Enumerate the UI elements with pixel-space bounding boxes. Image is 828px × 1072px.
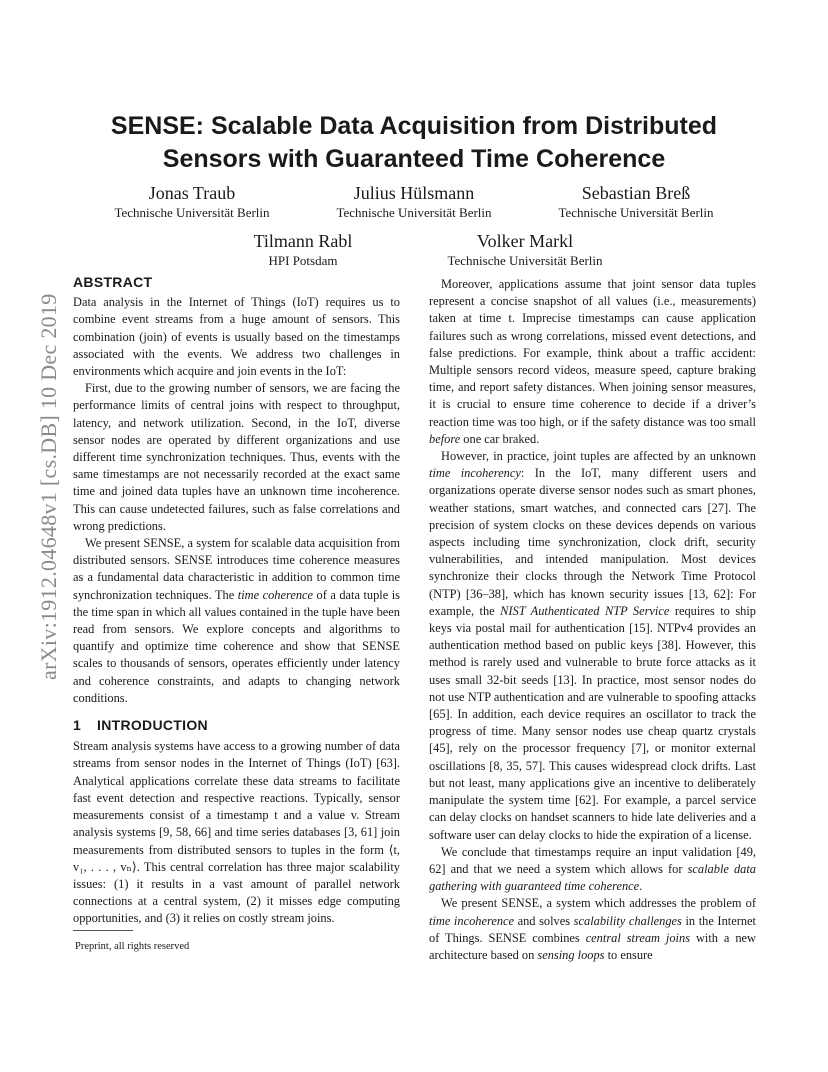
emphasis: time incoherence (429, 913, 515, 928)
text-run: Moreover, applications assume that joint sensor data tuples represent a concise snapshot of all values (i.e., measurements) taken at time t. Imprecise timestamps can cause application failures such as wrong correlations, missed event detections, and false predictions. For example, think about a traffic accident: Multiple sensors record videos, measure speed, capture braking time, and report safety distances. When joining sensor measures, it is crucial to ensure time coherence to decide if a driver’s reaction time was too high, or if the safety distance was too small (429, 277, 756, 429)
section-heading-introduction (73, 717, 400, 734)
author-name: Volker Markl (476, 231, 574, 251)
text-run: in the Internet of Things. SENSE combines (429, 913, 756, 945)
author-name: Julius Hülsmann (353, 183, 475, 203)
emphasis: scalable data gathering with guaranteed time coherence (429, 861, 756, 894)
abstract-paragraph: Data analysis in the Internet of Things (IoT) requires us to combine event streams from a huge amount of sensors. This combination (join) of events is usually based on the timestamps associated with the events. We address two challenges in environments which acquire and join events in the IoT: (73, 295, 400, 379)
text-run: We present SENSE, a system for scalable data acquisition from distributed sensors. SENSE introduces time coherence measures as a fundamental data characteristic in addition to common time synchronization techniques. The (73, 536, 400, 602)
text-run: : In the IoT, many different users and organizations operate diverse sensor nodes such as smart phones, weather stations, smart watches, and connected cars [27]. The precision of system clocks on these devices depends on various aspects including time synchronization, clock drift, security vulnerabilities, and intended manipulation. Most devices synchronize their clocks through the Network Time Protocol (NTP) [36–38], which has known security issues [13, 62]: For example, the (429, 466, 757, 618)
footer-divider (73, 930, 133, 931)
paper-title (60, 110, 768, 176)
author-huelsmann (299, 182, 529, 221)
text-run: one car braked. (460, 431, 540, 446)
footer-note: Preprint, all rights reserved (75, 941, 190, 952)
abstract-paragraph: First, due to the growing number of sensors, we are facing the performance limits of central joins with respect to throughput, latency, and network utilization. Second, in the IoT, diverse sensor nodes are operated by different organizations and use different time synchronization techniques. Thus, events with the same timestamps are not necessarily recorded at the exact same time and joined data tuples have an unknown time incoherence. This can cause undetected failures, such as false correlations and wrong predictions. (73, 381, 400, 533)
author-markl (410, 230, 640, 269)
author-affiliation: Technische Universität Berlin (447, 253, 603, 268)
body-paragraph (429, 276, 756, 448)
text-run: of a data tuple is the time span in which all values contained in the tuple have been read from sensors. We explore concepts and algorithms to quantify and optimize time coherence and show that SENSE scales to thousands of sensors, operates efficiently under latency and coherence constraints, and adapts to changing network conditions. (73, 587, 400, 705)
author-affiliation: Technische Universität Berlin (558, 205, 714, 220)
text-run: with a new architecture based on (429, 930, 756, 962)
text-run: and solves (514, 913, 574, 928)
emphasis: central stream joins (585, 930, 691, 945)
author-traub (77, 182, 307, 221)
text-run: requires to ship keys via postal mail for authentication [15]. NTPv4 provides an authentication method based on public keys [38]. However, this method is rarely used and vulnerable to brute force attacks as it uses small 32-bit seeds [13]. In practice, most sensor nodes do not use NTP authentication and are vulnerable to spoofing attacks [65]. In addition, each device requires an oscillator to track the progress of time. Many sensor nodes use cheap quartz crystals [45], rely on the processor frequency [7], or monitor external oscillations [8, 35, 57]. This causes widespread clock drifts. Last but not least, many applications give an incentive to deliberately manipulate the system time [62]. For example, a parcel service can delay clocks on handset scanners to hide late deliveries and a software user can delay clocks to hide the expiration of a license. (429, 603, 756, 842)
author-bress (521, 182, 751, 221)
right-column (429, 276, 756, 964)
arxiv-stamp (20, 280, 61, 680)
emphasis: sensing loops (537, 947, 605, 962)
text-run: We present SENSE, a system which addresses the problem of (441, 896, 756, 911)
author-name: Jonas Traub (148, 183, 236, 203)
author-affiliation: HPI Potsdam (268, 253, 338, 268)
abstract-paragraph (73, 535, 400, 707)
body-paragraph (429, 448, 756, 844)
arxiv-stamp-text: arXiv:1912.04648v1 [cs.DB] 10 Dec 2019 (36, 293, 61, 680)
text-run: to ensure (604, 947, 653, 962)
emphasis: before (429, 431, 461, 446)
section-title: INTRODUCTION (97, 717, 208, 734)
emphasis: NIST Authenticated NTP Service (500, 603, 670, 618)
emphasis: scalability challenges (573, 913, 682, 928)
section-number: 1 (73, 717, 82, 734)
emphasis: time incoherency (429, 466, 521, 481)
abstract-heading: ABSTRACT (73, 274, 153, 290)
emphasis: time coherence (237, 587, 314, 602)
text-run: We conclude that timestamps require an input validation [49, 62] and that we need a system which allows for (429, 844, 756, 876)
author-name: Tilmann Rabl (253, 231, 353, 251)
text-run: . (639, 879, 643, 894)
title-line-2: Sensors with Guaranteed Time Coherence (162, 145, 666, 173)
body-paragraph (429, 895, 756, 964)
title-line-1: SENSE: Scalable Data Acquisition from Distributed (110, 112, 718, 140)
intro-paragraph: Stream analysis systems have access to a growing number of data streams from sensor nodes in the Internet of Things (IoT) [63]. Analytical applications correlate these data streams to facilitate fast event detection and respective reactions. Typically, sensor measurements consist of a timestamp t and a value v. Stream analysis systems [9, 58, 66] and time series databases [3, 61] join measurements from distributed sensors to tuples in the form ⟨t, v₁, . . . , vₙ⟩. This central correlation has three major scalability issues: (1) it results in a vast amount of parallel network connections at a central system, (2) it misses edge computing opportunities, and (3) it relies on costly stream joins. (73, 739, 400, 926)
body-paragraph (429, 844, 756, 896)
text-run: However, in practice, joint tuples are affected by an unknown (441, 449, 756, 464)
author-affiliation: Technische Universität Berlin (114, 205, 270, 220)
left-column (73, 274, 400, 928)
author-affiliation: Technische Universität Berlin (336, 205, 492, 220)
author-name: Sebastian Breß (581, 183, 691, 203)
author-rabl (188, 230, 418, 269)
